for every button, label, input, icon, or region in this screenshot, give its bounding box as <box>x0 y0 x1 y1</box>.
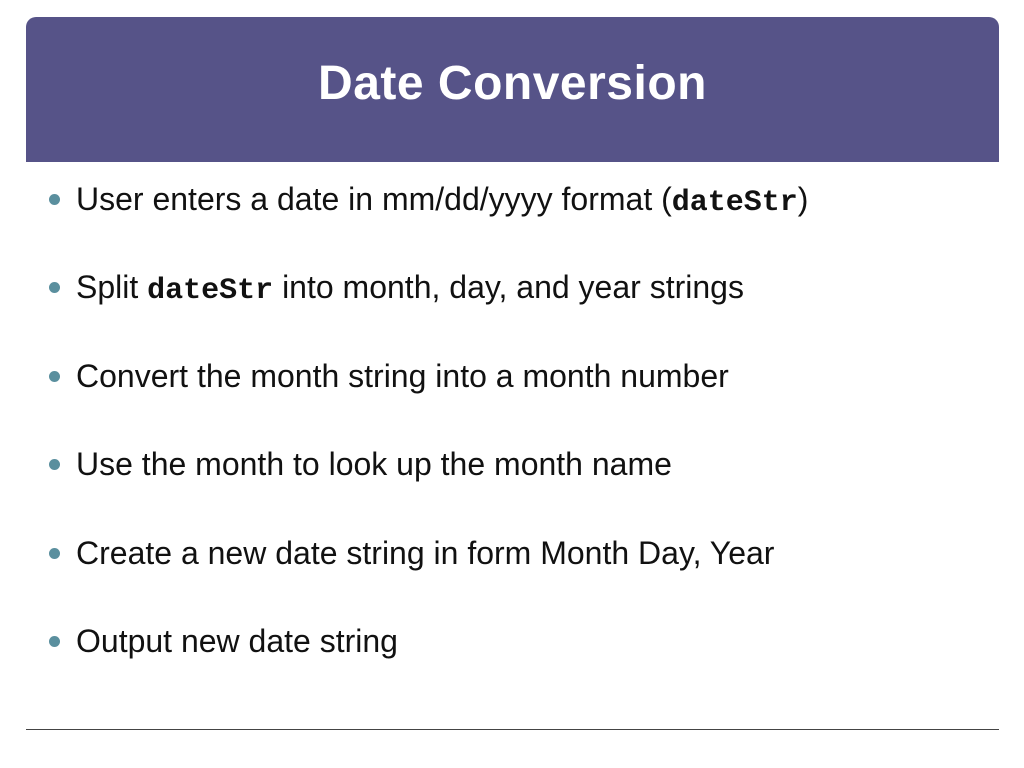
code-datestr: dateStr <box>671 186 798 220</box>
bullet-text: ) <box>797 181 809 217</box>
bullet-dot-icon <box>49 371 60 382</box>
bullet-item <box>76 444 672 484</box>
bullet-text: Output new date string <box>76 623 398 659</box>
bullet-text: Create a new date string in form Month Day, Year <box>76 535 775 571</box>
bullet-item <box>76 179 808 223</box>
bullet-item <box>76 621 398 661</box>
footer-divider <box>26 729 999 730</box>
bullet-text: Convert the month string into a month number <box>76 358 729 394</box>
bullet-text: Split <box>76 269 148 305</box>
code-datestr: dateStr <box>147 274 274 308</box>
slide-title: Date Conversion <box>318 57 707 110</box>
bullet-dot-icon <box>49 636 60 647</box>
bullet-item <box>76 356 729 396</box>
bullet-dot-icon <box>49 194 60 205</box>
bullet-text: User enters a date in mm/dd/yyyy format ( <box>76 181 672 217</box>
bullet-dot-icon <box>49 548 60 559</box>
bullet-dot-icon <box>49 459 60 470</box>
title-bar <box>26 17 999 162</box>
bullet-item <box>76 267 744 311</box>
bullet-dot-icon <box>49 282 60 293</box>
bullet-text: into month, day, and year strings <box>273 269 744 305</box>
bullet-text: Use the month to look up the month name <box>76 446 672 482</box>
bullet-item <box>76 533 774 573</box>
